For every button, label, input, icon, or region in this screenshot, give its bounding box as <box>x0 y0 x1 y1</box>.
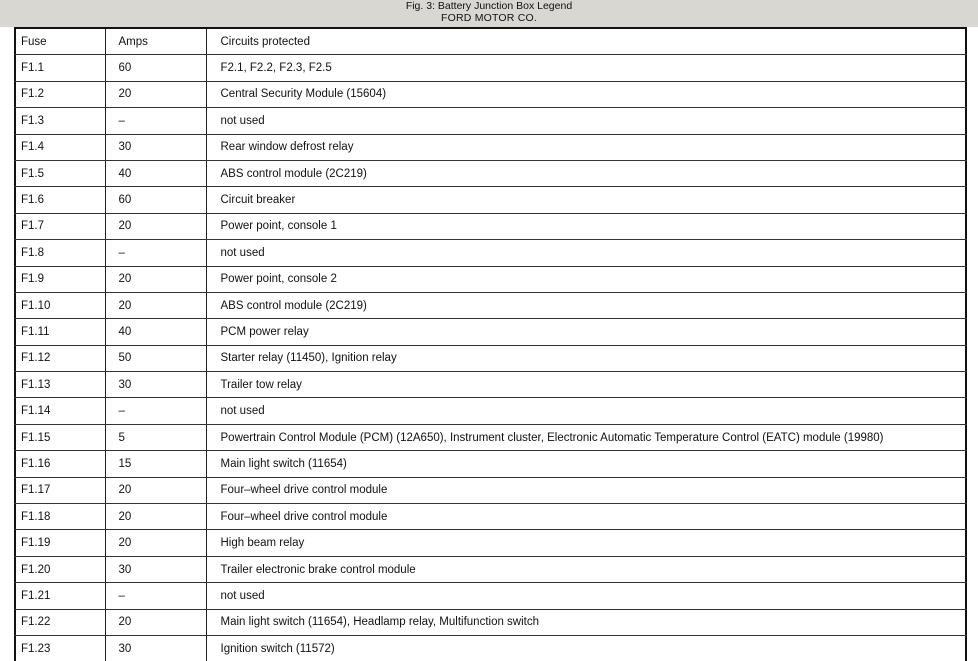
cell-fuse: F1.5 <box>14 160 105 186</box>
cell-amps: 50 <box>105 345 206 371</box>
fuse-legend-table <box>14 29 967 661</box>
table-row <box>14 81 967 107</box>
cell-fuse: F1.8 <box>14 240 105 266</box>
cell-circuits: Central Security Module (15604) <box>206 81 967 107</box>
cell-fuse: F1.4 <box>14 134 105 160</box>
cell-fuse: F1.17 <box>14 477 105 503</box>
cell-fuse: F1.1 <box>14 55 105 81</box>
cell-circuits: ABS control module (2C219) <box>206 292 967 318</box>
cell-amps: 20 <box>105 81 206 107</box>
cell-amps: 20 <box>105 530 206 556</box>
cell-fuse: F1.12 <box>14 345 105 371</box>
cell-circuits: not used <box>206 108 967 134</box>
cell-amps: 60 <box>105 55 206 81</box>
cell-circuits: not used <box>206 240 967 266</box>
cell-fuse: F1.19 <box>14 530 105 556</box>
cell-fuse: F1.23 <box>14 635 105 661</box>
table-row <box>14 556 967 582</box>
cell-amps: 20 <box>105 609 206 635</box>
cell-amps: 40 <box>105 319 206 345</box>
cell-circuits: Rear window defrost relay <box>206 134 967 160</box>
cell-circuits: Four–wheel drive control module <box>206 504 967 530</box>
cell-circuits: Trailer electronic brake control module <box>206 556 967 582</box>
table-row <box>14 240 967 266</box>
cell-circuits: Main light switch (11654) <box>206 451 967 477</box>
cell-amps: 30 <box>105 556 206 582</box>
figure-title: Fig. 3: Battery Junction Box Legend <box>405 0 573 12</box>
table-row <box>14 345 967 371</box>
cell-amps: 15 <box>105 451 206 477</box>
table-row <box>14 160 967 186</box>
cell-fuse: F1.20 <box>14 556 105 582</box>
table-row <box>14 530 967 556</box>
cell-amps: 20 <box>105 213 206 239</box>
cell-fuse: F1.13 <box>14 372 105 398</box>
cell-amps: 20 <box>105 477 206 503</box>
cell-circuits: Main light switch (11654), Headlamp relay, Multifunction switch <box>206 609 967 635</box>
cell-circuits: High beam relay <box>206 530 967 556</box>
cell-fuse: F1.15 <box>14 424 105 450</box>
cell-circuits: Four–wheel drive control module <box>206 477 967 503</box>
cell-fuse: F1.7 <box>14 213 105 239</box>
table-row <box>14 319 967 345</box>
table-row <box>14 372 967 398</box>
cell-amps: 5 <box>105 424 206 450</box>
cell-circuits: Ignition switch (11572) <box>206 635 967 661</box>
table-row <box>14 213 967 239</box>
table-row <box>14 583 967 609</box>
table-row <box>14 635 967 661</box>
cell-circuits: Power point, console 1 <box>206 213 967 239</box>
cell-circuits: not used <box>206 583 967 609</box>
table-row <box>14 477 967 503</box>
column-header-circuits: Circuits protected <box>206 29 967 55</box>
cell-amps: – <box>105 108 206 134</box>
cell-circuits: Trailer tow relay <box>206 372 967 398</box>
cell-fuse: F1.2 <box>14 81 105 107</box>
cell-amps: 30 <box>105 134 206 160</box>
cell-fuse: F1.21 <box>14 583 105 609</box>
column-header-fuse: Fuse <box>14 29 105 55</box>
cell-fuse: F1.3 <box>14 108 105 134</box>
table-body <box>14 55 967 661</box>
cell-fuse: F1.22 <box>14 609 105 635</box>
table-row <box>14 609 967 635</box>
cell-amps: 30 <box>105 372 206 398</box>
cell-circuits: F2.1, F2.2, F2.3, F2.5 <box>206 55 967 81</box>
table-row <box>14 292 967 318</box>
cell-fuse: F1.6 <box>14 187 105 213</box>
cell-amps: 20 <box>105 292 206 318</box>
table-row <box>14 187 967 213</box>
cell-circuits: Power point, console 2 <box>206 266 967 292</box>
cell-amps: 60 <box>105 187 206 213</box>
cell-amps: 20 <box>105 504 206 530</box>
cell-amps: 40 <box>105 160 206 186</box>
table-row <box>14 504 967 530</box>
table-row <box>14 398 967 424</box>
cell-amps: 30 <box>105 635 206 661</box>
cell-fuse: F1.14 <box>14 398 105 424</box>
table-row <box>14 451 967 477</box>
table-row <box>14 134 967 160</box>
table-header-row <box>14 29 967 55</box>
cell-amps: 20 <box>105 266 206 292</box>
cell-circuits: not used <box>206 398 967 424</box>
cell-amps: – <box>105 398 206 424</box>
cell-circuits: Circuit breaker <box>206 187 967 213</box>
cell-circuits: Powertrain Control Module (PCM) (12A650), Instrument cluster, Electronic Automatic Temperature Control (EATC) module (19980) <box>206 424 967 450</box>
cell-circuits: ABS control module (2C219) <box>206 160 967 186</box>
cell-amps: – <box>105 583 206 609</box>
table-row <box>14 266 967 292</box>
figure-source: FORD MOTOR CO. <box>441 12 537 24</box>
cell-amps: – <box>105 240 206 266</box>
cell-fuse: F1.11 <box>14 319 105 345</box>
column-header-amps: Amps <box>105 29 206 55</box>
cell-fuse: F1.9 <box>14 266 105 292</box>
document-sheet <box>0 27 978 661</box>
cell-fuse: F1.10 <box>14 292 105 318</box>
table-row <box>14 108 967 134</box>
cell-fuse: F1.16 <box>14 451 105 477</box>
cell-circuits: PCM power relay <box>206 319 967 345</box>
figure-caption <box>0 0 978 27</box>
cell-circuits: Starter relay (11450), Ignition relay <box>206 345 967 371</box>
table-row <box>14 55 967 81</box>
cell-fuse: F1.18 <box>14 504 105 530</box>
table-row <box>14 424 967 450</box>
